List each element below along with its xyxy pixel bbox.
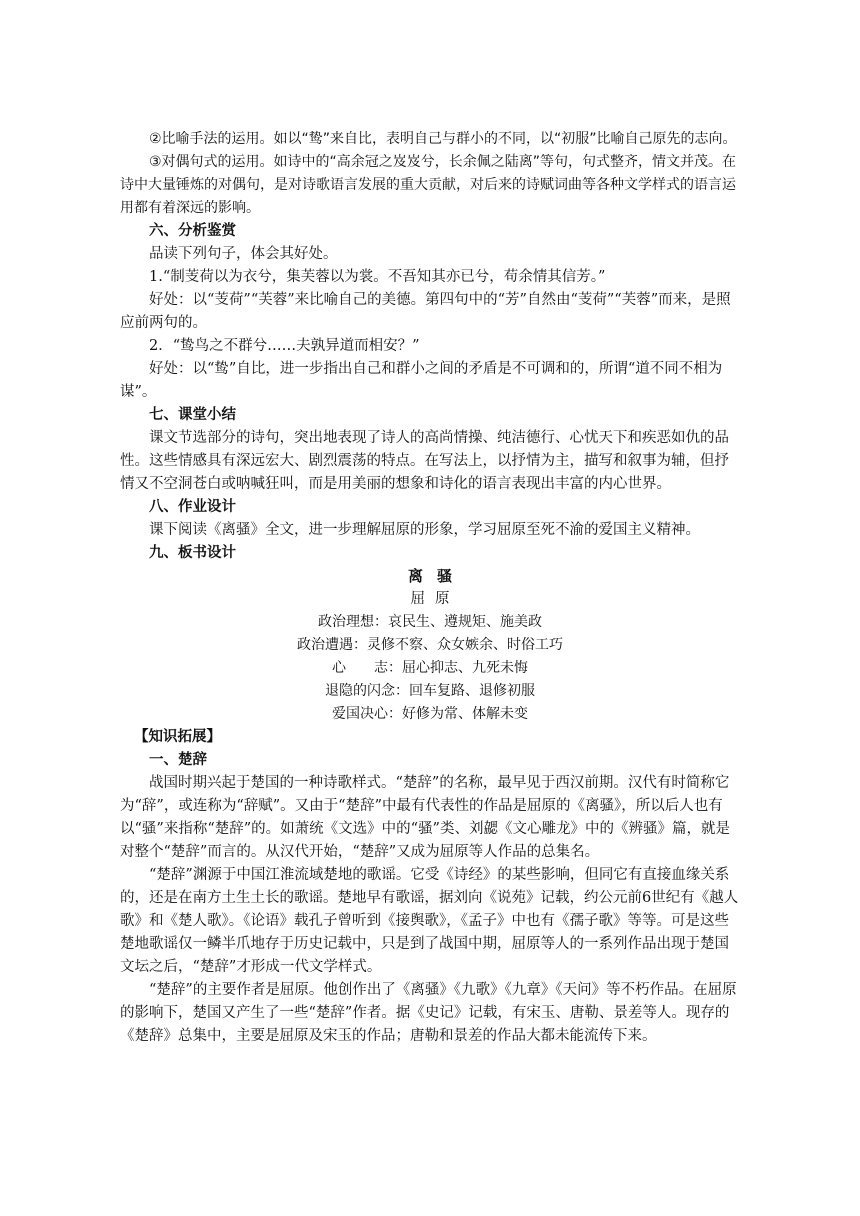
- section-heading-blackboard: 九、板书设计: [149, 545, 236, 561]
- chuci-paragraph-2: “楚辞”渊源于中国江淮流域楚地的歌谣。它受《诗经》的某些影响，但同它有直接血缘关系的，还是在南方土生土长的歌谣。楚地早有歌谣，据刘向《说苑》记载，约公元前6世纪有《越人歌》和《楚人歌》。《论语》载孔子曾听到《接舆歌》，《孟子》中也有《孺子歌》等等。可是这些楚地歌谣仅一鳞半爪地存于历史记载中，只是到了战国中期，屈原等人的一系列作品出现于楚国文坛之后，“楚辞”才形成一代文学样式。: [120, 867, 739, 975]
- antithesis-paragraph: ③对偶句式的运用。如诗中的“高余冠之岌岌兮，长余佩之陆离”等句，句式整齐，情文并茂。在诗中大量锤炼的对偶句，是对诗歌语言发展的重大贡献，对后来的诗赋词曲等各种文学样式的语言运用都有着深远的影响。: [120, 154, 737, 216]
- chuci-paragraph-3: “楚辞”的主要作者是屈原。他创作出了《离骚》《九歌》《九章》《天问》等不朽作品。在屈原的影响下，楚国又产生了一些“楚辞”作者。据《史记》记载，有宋玉、唐勒、景差等人。现存的《楚辞》总集中，主要是屈原及宋玉的作品；唐勒和景差的作品大都未能流传下来。: [120, 982, 737, 1044]
- metaphor-paragraph: ②比喻手法的运用。如以“鸷”来自比，表明自己与群小的不同，以“初服”比喻自己原先的志向。: [149, 131, 737, 147]
- blackboard-author: 屈原: [410, 591, 460, 607]
- section-heading-summary: 七、课堂小结: [149, 407, 236, 423]
- analysis-intro: 品读下列句子，体会其好处。: [149, 246, 338, 262]
- blackboard-title: 离骚: [407, 567, 466, 585]
- section-heading-chuci: 一、楚辞: [149, 752, 207, 768]
- blackboard-line-ideal: 政治理想：哀民生、遵规矩、施美政: [318, 614, 542, 630]
- section-heading-homework: 八、作业设计: [149, 499, 236, 515]
- section-heading-analysis: 六、分析鉴赏: [149, 223, 236, 239]
- blackboard-line-experience: 政治遭遇：灵修不察、众女嫉余、时俗工巧: [297, 637, 563, 653]
- homework-paragraph: 课下阅读《离骚》全文，进一步理解屈原的形象，学习屈原至死不渝的爱国主义精神。: [149, 522, 700, 538]
- blackboard-line-patriotism: 爱国决心：好修为常、体解未变: [332, 706, 528, 722]
- chuci-paragraph-1: 战国时期兴起于楚国的一种诗歌样式。“楚辞”的名称，最早见于西汉前期。汉代有时简称它为“辞”，或连称为“辞赋”。又由于“楚辞”中最有代表性的作品是屈原的《离骚》，所以后人也有以“骚”来指称“楚辞”的。如萧统《文选》中的“骚”类、刘勰《文心雕龙》中的《辨骚》篇，就是对整个“楚辞”而言的。从汉代开始，“楚辞”又成为屈原等人作品的总集名。: [120, 775, 730, 860]
- analysis-answer-2: 好处：以“鸷”自比，进一步指出自己和群小之间的矛盾是不可调和的，所谓“道不同不相为谋”。: [120, 361, 723, 400]
- analysis-question-2: 2．“鸷鸟之不群兮……夫孰异道而相安？”: [149, 338, 420, 354]
- blackboard-line-retreat: 退隐的闪念：回车复路、退修初服: [325, 683, 535, 699]
- summary-paragraph: 课文节选部分的诗句，突出地表现了诗人的高尚情操、纯洁德行、心忧天下和疾恶如仇的品性。这些情感具有深远宏大、剧烈震荡的特点。在写法上，以抒情为主，描写和叙事为辅，但抒情又不空洞苍白或呐喊狂叫，而是用美丽的想象和诗化的语言表现出丰富的内心世界。: [120, 430, 729, 492]
- document-body: [120, 128, 740, 1048]
- knowledge-extension-label: 【知识拓展】: [134, 729, 221, 745]
- analysis-question-1: 1.“制芰荷以为衣兮，集芙蓉以为裳。不吾知其亦已兮，苟余情其信芳。”: [149, 269, 606, 285]
- analysis-answer-1: 好处：以“芰荷”“芙蓉”来比喻自己的美德。第四句中的“芳”自然由“芰荷”“芙蓉”而来，是照应前两句的。: [120, 292, 731, 331]
- blackboard-line-mind: 心 志：屈心抑志、九死未悔: [332, 660, 528, 676]
